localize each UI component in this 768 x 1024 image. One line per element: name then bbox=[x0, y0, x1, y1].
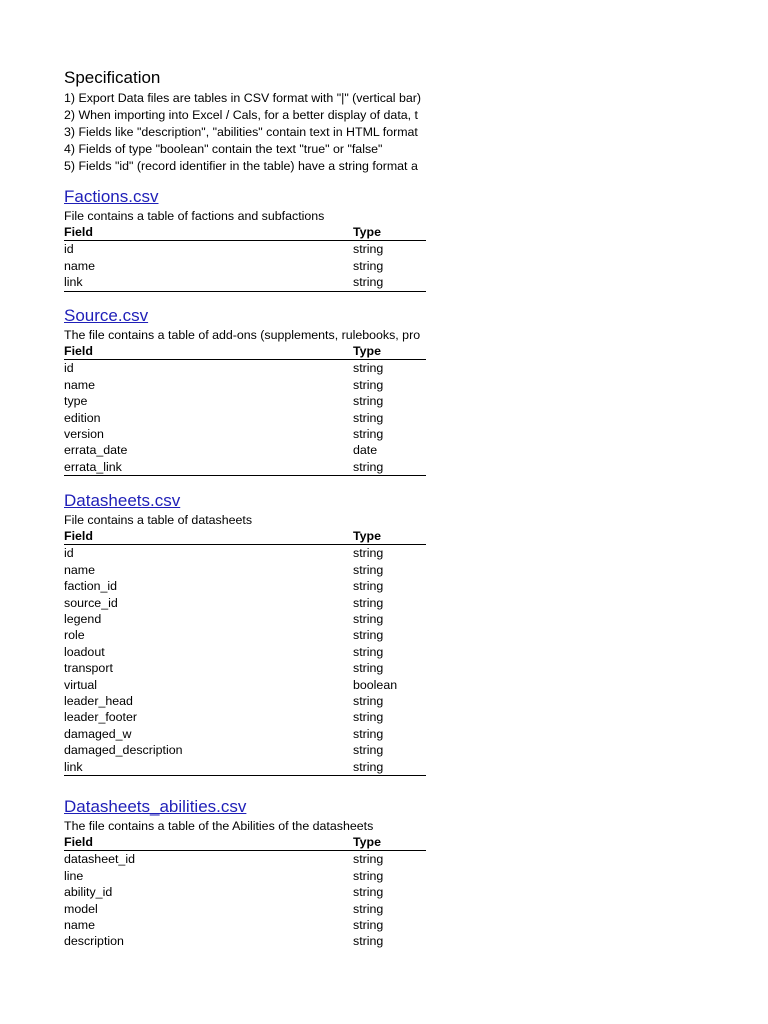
field-name: id bbox=[64, 546, 74, 561]
table-row bbox=[64, 595, 426, 611]
table-row bbox=[64, 742, 426, 758]
field-name: legend bbox=[64, 612, 102, 627]
table-row bbox=[64, 901, 426, 917]
table-row bbox=[64, 360, 426, 377]
field-type: string bbox=[353, 394, 384, 409]
field-type: string bbox=[353, 274, 426, 291]
field-name: link bbox=[64, 759, 353, 776]
source-csv-link[interactable]: Source.csv bbox=[64, 306, 149, 325]
field-name: source_id bbox=[64, 595, 118, 610]
table-row bbox=[64, 611, 426, 627]
table-row bbox=[64, 917, 426, 933]
field-name: leader_footer bbox=[64, 710, 138, 725]
table-header-row bbox=[64, 343, 426, 360]
spec-item: 3) Fields like "description", "abilities" contain text in HTML format bbox=[64, 125, 418, 139]
field-name: damaged_w bbox=[64, 726, 132, 741]
table-row bbox=[64, 393, 426, 409]
table-row bbox=[64, 578, 426, 594]
field-type: string bbox=[353, 759, 426, 776]
field-type: string bbox=[353, 743, 384, 758]
column-header-field: Field bbox=[64, 528, 353, 545]
datasheets-csv-link[interactable]: Datasheets.csv bbox=[64, 491, 181, 510]
field-type: date bbox=[353, 443, 378, 458]
field-name: description bbox=[64, 934, 124, 949]
field-name: errata_link bbox=[64, 459, 353, 476]
field-type: string bbox=[353, 710, 384, 725]
field-name: faction_id bbox=[64, 579, 118, 594]
table-row bbox=[64, 933, 426, 949]
column-header-type: Type bbox=[353, 343, 426, 360]
field-name: name bbox=[64, 377, 95, 392]
field-name: type bbox=[64, 394, 88, 409]
field-type: string bbox=[353, 242, 384, 257]
field-name: ability_id bbox=[64, 885, 113, 900]
table-row bbox=[64, 442, 426, 458]
section-description: The file contains a table of add-ons (supplements, rulebooks, pro bbox=[64, 328, 421, 342]
table-header-row bbox=[64, 834, 426, 851]
field-type: string bbox=[353, 868, 384, 883]
spec-item: 1) Export Data files are tables in CSV format with "|" (vertical bar) bbox=[64, 91, 422, 105]
field-name: link bbox=[64, 274, 353, 291]
spec-item: 5) Fields "id" (record identifier in the table) have a string format a bbox=[64, 159, 418, 173]
source-field-table bbox=[64, 343, 426, 476]
specification-heading: Specification bbox=[64, 68, 161, 87]
table-header-row bbox=[64, 224, 426, 241]
section-description: The file contains a table of the Abilities of the datasheets bbox=[64, 819, 374, 833]
table-row bbox=[64, 759, 426, 776]
table-row bbox=[64, 677, 426, 693]
table-header-row bbox=[64, 528, 426, 545]
field-name: role bbox=[64, 628, 85, 643]
field-type: string bbox=[353, 459, 426, 476]
field-name: line bbox=[64, 868, 84, 883]
field-type: string bbox=[353, 644, 384, 659]
factions-csv-link[interactable]: Factions.csv bbox=[64, 187, 159, 206]
datasheets-abilities-field-table bbox=[64, 834, 426, 950]
factions-field-table bbox=[64, 224, 426, 292]
field-type: string bbox=[353, 661, 384, 676]
field-name: edition bbox=[64, 410, 101, 425]
datasheets-abilities-csv-link[interactable]: Datasheets_abilities.csv bbox=[64, 797, 247, 816]
field-name: transport bbox=[64, 661, 113, 676]
section-source bbox=[64, 306, 426, 476]
field-type: string bbox=[353, 427, 384, 442]
table-row bbox=[64, 884, 426, 900]
table-row bbox=[64, 241, 426, 258]
column-header-type: Type bbox=[353, 834, 426, 851]
field-name: leader_head bbox=[64, 694, 133, 709]
column-header-field: Field bbox=[64, 224, 353, 241]
spec-item: 2) When importing into Excel / Cals, for a better display of data, t bbox=[64, 108, 418, 122]
field-type: string bbox=[353, 361, 384, 376]
table-row bbox=[64, 377, 426, 393]
table-row bbox=[64, 410, 426, 426]
field-name: version bbox=[64, 427, 104, 442]
field-type: string bbox=[353, 377, 384, 392]
field-type: string bbox=[353, 885, 384, 900]
field-name: id bbox=[64, 361, 74, 376]
field-name: name bbox=[64, 562, 95, 577]
specification-list bbox=[64, 90, 426, 175]
field-name: virtual bbox=[64, 677, 98, 692]
field-type: string bbox=[353, 726, 384, 741]
column-header-type: Type bbox=[353, 224, 426, 241]
section-factions bbox=[64, 187, 426, 292]
table-row bbox=[64, 660, 426, 676]
field-type: boolean bbox=[353, 677, 398, 692]
table-row bbox=[64, 459, 426, 476]
field-type: string bbox=[353, 258, 384, 273]
table-row bbox=[64, 644, 426, 660]
datasheets-field-table bbox=[64, 528, 426, 776]
field-type: string bbox=[353, 595, 384, 610]
table-row bbox=[64, 627, 426, 643]
field-type: string bbox=[353, 410, 384, 425]
table-row bbox=[64, 274, 426, 291]
field-type: string bbox=[353, 852, 384, 867]
section-datasheets bbox=[64, 491, 426, 776]
field-type: string bbox=[353, 901, 384, 916]
field-type: string bbox=[353, 579, 384, 594]
column-header-field: Field bbox=[64, 834, 353, 851]
table-row bbox=[64, 709, 426, 725]
field-name: id bbox=[64, 242, 74, 257]
table-row bbox=[64, 545, 426, 562]
field-name: datasheet_id bbox=[64, 852, 135, 867]
column-header-type: Type bbox=[353, 528, 426, 545]
spreadsheet-page bbox=[64, 0, 426, 1024]
field-type: string bbox=[353, 612, 384, 627]
field-type: string bbox=[353, 934, 384, 949]
field-type: string bbox=[353, 694, 384, 709]
field-name: name bbox=[64, 258, 95, 273]
field-name: errata_date bbox=[64, 443, 128, 458]
table-row bbox=[64, 562, 426, 578]
table-row bbox=[64, 851, 426, 868]
table-row bbox=[64, 726, 426, 742]
table-row bbox=[64, 258, 426, 274]
section-description: File contains a table of datasheets bbox=[64, 513, 253, 527]
field-type: string bbox=[353, 918, 384, 933]
field-name: model bbox=[64, 901, 98, 916]
section-description: File contains a table of factions and subfactions bbox=[64, 209, 325, 223]
section-datasheets-abilities bbox=[64, 797, 426, 950]
field-name: loadout bbox=[64, 644, 105, 659]
spec-item: 4) Fields of type "boolean" contain the text "true" or "false" bbox=[64, 142, 383, 156]
field-name: name bbox=[64, 918, 95, 933]
table-row bbox=[64, 693, 426, 709]
table-row bbox=[64, 868, 426, 884]
field-type: string bbox=[353, 562, 384, 577]
field-name: damaged_description bbox=[64, 743, 183, 758]
column-header-field: Field bbox=[64, 343, 353, 360]
field-type: string bbox=[353, 628, 384, 643]
table-row bbox=[64, 426, 426, 442]
field-type: string bbox=[353, 546, 384, 561]
